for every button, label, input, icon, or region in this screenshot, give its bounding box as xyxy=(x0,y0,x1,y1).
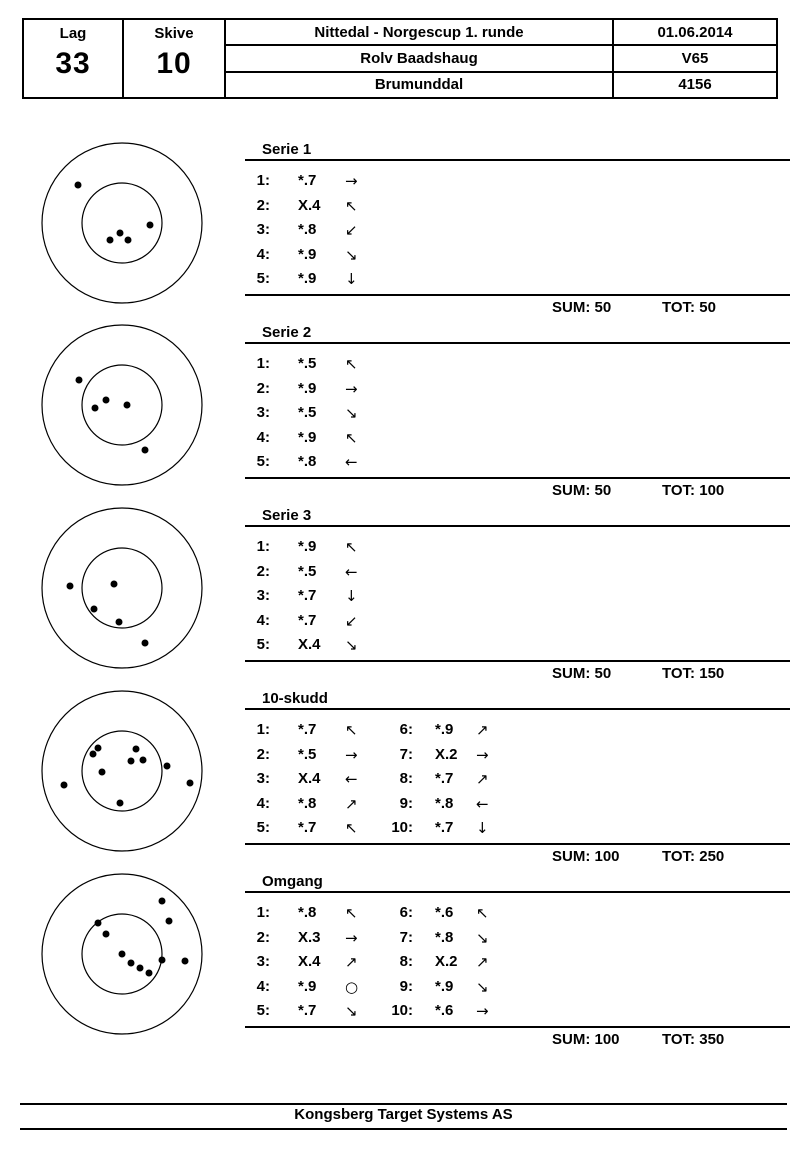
divider-line xyxy=(245,708,790,710)
shot-row xyxy=(250,976,795,1001)
shot-number: 4: xyxy=(256,794,270,812)
series-title: Omgang xyxy=(262,873,323,890)
shot-direction-arrow: ↗ xyxy=(345,953,358,972)
shot-value: *.6 xyxy=(435,904,454,921)
shooter-class: V65 xyxy=(614,46,776,72)
shot-direction-arrow: ↖ xyxy=(345,355,358,373)
header-middle-column xyxy=(226,20,612,97)
shot-value: *.5 xyxy=(298,404,317,422)
shot-direction-arrow: ↗ xyxy=(476,770,489,789)
shot-direction-arrow: → xyxy=(345,928,358,947)
skive-cell xyxy=(124,20,226,97)
shot-number: 2: xyxy=(256,379,270,397)
shot-number: 5: xyxy=(256,270,270,288)
shot-direction-arrow: ↖ xyxy=(345,428,358,447)
series-title: Serie 2 xyxy=(262,324,312,341)
shot-number: 5: xyxy=(256,819,270,837)
shot-direction-arrow: ↘ xyxy=(345,404,358,423)
shot-value: *.5 xyxy=(298,562,317,580)
shot-number: 8: xyxy=(399,770,413,788)
shot-direction-arrow: ↙ xyxy=(345,221,358,240)
shot-number: 6: xyxy=(399,721,413,738)
divider-line xyxy=(245,660,790,662)
shot-direction-arrow: ↘ xyxy=(476,977,489,996)
shot-value: X.4 xyxy=(298,636,321,654)
shot-value: *.9 xyxy=(298,538,317,555)
total-text: TOT: 250 xyxy=(662,848,725,865)
shot-number: 5: xyxy=(256,636,270,654)
shot-number: 5: xyxy=(256,1002,270,1020)
shot-direction-arrow: ↘ xyxy=(345,245,358,264)
shot-number: 2: xyxy=(256,928,270,946)
sum-text: SUM: 100 xyxy=(552,848,620,865)
shot-value: X.2 xyxy=(435,745,458,763)
shot-value: *.8 xyxy=(298,221,317,239)
series-title: Serie 3 xyxy=(262,507,312,524)
event-name: Nittedal - Norgescup 1. runde xyxy=(226,20,612,46)
shot-direction-arrow: ○ xyxy=(345,977,359,996)
shot-row xyxy=(250,817,795,842)
shot-value: *.9 xyxy=(298,977,317,995)
shot-number: 8: xyxy=(399,953,413,971)
shot-row xyxy=(250,610,795,635)
shot-number: 4: xyxy=(256,977,270,995)
shot-row xyxy=(250,170,795,195)
shot-value: *.5 xyxy=(298,745,317,763)
shot-value: *.7 xyxy=(298,721,317,738)
sum-text: SUM: 50 xyxy=(552,665,612,682)
shot-row xyxy=(250,927,795,952)
shot-row xyxy=(250,902,795,927)
lag-value: 33 xyxy=(55,47,91,80)
shot-value: *.6 xyxy=(435,1002,454,1020)
shot-number: 4: xyxy=(256,428,270,446)
divider-line xyxy=(245,843,790,845)
shot-value: *.7 xyxy=(298,611,317,629)
shot-value: *.9 xyxy=(298,379,317,397)
shot-list xyxy=(250,902,795,1025)
lag-cell xyxy=(24,20,124,97)
shot-value: *.9 xyxy=(298,428,317,446)
shot-direction-arrow: ↓ xyxy=(345,270,358,289)
shot-value: *.9 xyxy=(435,721,454,738)
divider-line xyxy=(245,342,790,344)
shot-direction-arrow: ← xyxy=(345,453,358,472)
footer-brand: Kongsberg Target Systems AS xyxy=(294,1106,513,1123)
shot-direction-arrow: ↗ xyxy=(345,794,358,813)
section-serie-3 xyxy=(0,506,800,689)
shot-number: 6: xyxy=(399,904,413,921)
shot-row xyxy=(250,561,795,586)
section-serie-2 xyxy=(0,323,800,506)
shot-number: 3: xyxy=(256,953,270,971)
footer-top-line xyxy=(20,1103,787,1105)
shot-direction-arrow: ↓ xyxy=(476,819,489,838)
shot-row xyxy=(250,402,795,427)
shot-number: 9: xyxy=(399,794,413,812)
shot-value: *.7 xyxy=(298,172,317,189)
shot-direction-arrow: ↘ xyxy=(476,928,489,947)
lag-label: Lag xyxy=(59,25,87,42)
total-text: TOT: 150 xyxy=(662,665,725,682)
shot-direction-arrow: ↖ xyxy=(345,538,358,556)
shot-direction-arrow: ↘ xyxy=(345,636,358,655)
shot-number: 4: xyxy=(256,245,270,263)
shot-number: 4: xyxy=(256,611,270,629)
section-serie-1 xyxy=(0,140,800,323)
divider-line xyxy=(245,159,790,161)
divider-line xyxy=(245,1026,790,1028)
series-title: 10-skudd xyxy=(262,690,328,707)
series-title: Serie 1 xyxy=(262,141,312,158)
shot-row xyxy=(250,378,795,403)
shot-direction-arrow: ↗ xyxy=(476,721,489,739)
shot-direction-arrow: ↘ xyxy=(345,1002,358,1021)
shot-number: 1: xyxy=(256,904,270,921)
shot-number: 1: xyxy=(256,172,270,189)
shot-number: 7: xyxy=(399,928,413,946)
shot-row xyxy=(250,451,795,476)
total-text: TOT: 50 xyxy=(662,299,716,316)
shooter-number: 4156 xyxy=(678,76,712,94)
shot-number: 10: xyxy=(391,819,413,837)
shot-number: 2: xyxy=(256,196,270,214)
shot-direction-arrow: ↗ xyxy=(476,953,489,972)
shot-value: *.7 xyxy=(298,587,317,605)
shot-direction-arrow: → xyxy=(345,745,358,764)
shot-direction-arrow: ← xyxy=(345,562,358,581)
shot-row xyxy=(250,951,795,976)
event-date: 01.06.2014 xyxy=(614,20,776,46)
shot-value: *.8 xyxy=(298,904,317,921)
shot-value: X.4 xyxy=(298,196,321,214)
shot-row xyxy=(250,219,795,244)
shot-direction-arrow: → xyxy=(476,745,489,764)
shot-value: *.9 xyxy=(435,977,454,995)
shot-row xyxy=(250,634,795,659)
shot-number: 10: xyxy=(391,1002,413,1020)
shot-value: *.8 xyxy=(435,794,454,812)
shot-direction-arrow: ← xyxy=(345,770,358,789)
shot-row xyxy=(250,427,795,452)
shot-direction-arrow: ↖ xyxy=(476,904,489,922)
shot-value: *.8 xyxy=(298,453,317,471)
shot-list xyxy=(250,170,795,293)
shot-number: 2: xyxy=(256,562,270,580)
shot-number: 9: xyxy=(399,977,413,995)
shot-value: *.9 xyxy=(298,245,317,263)
shot-direction-arrow: ← xyxy=(476,794,489,813)
shot-list xyxy=(250,536,795,659)
shot-number: 3: xyxy=(256,587,270,605)
shot-value: *.8 xyxy=(298,794,317,812)
shot-value: *.5 xyxy=(298,355,317,372)
shot-row xyxy=(250,793,795,818)
section-omgang xyxy=(0,872,800,1055)
shot-value: *.8 xyxy=(435,928,454,946)
shot-value: *.7 xyxy=(298,1002,317,1020)
shot-direction-arrow: ↖ xyxy=(345,904,358,922)
shot-number: 5: xyxy=(256,453,270,471)
shot-value: X.4 xyxy=(298,953,321,971)
sum-text: SUM: 100 xyxy=(552,1031,620,1048)
shot-number: 7: xyxy=(399,745,413,763)
shot-row xyxy=(250,536,795,561)
shot-direction-arrow: → xyxy=(345,172,358,190)
header-table xyxy=(22,18,778,99)
header-right-column xyxy=(612,20,776,97)
shot-number: 1: xyxy=(256,355,270,372)
shot-direction-arrow: → xyxy=(476,1002,489,1021)
shot-list xyxy=(250,353,795,476)
divider-line xyxy=(245,294,790,296)
shot-number: 3: xyxy=(256,221,270,239)
shot-number: 3: xyxy=(256,404,270,422)
skive-value: 10 xyxy=(156,47,192,80)
shot-number: 1: xyxy=(256,538,270,555)
shot-value: *.7 xyxy=(435,770,454,788)
shot-value: *.7 xyxy=(435,819,454,837)
shot-value: *.9 xyxy=(298,270,317,288)
shot-number: 1: xyxy=(256,721,270,738)
shot-row xyxy=(250,1000,795,1025)
footer-bottom-line xyxy=(20,1128,787,1130)
shot-row xyxy=(250,744,795,769)
shot-row xyxy=(250,195,795,220)
shot-row xyxy=(250,268,795,293)
sum-text: SUM: 50 xyxy=(552,299,612,316)
shot-list xyxy=(250,719,795,842)
shot-direction-arrow: ↖ xyxy=(345,721,358,739)
skive-label: Skive xyxy=(154,25,194,42)
divider-line xyxy=(245,891,790,893)
shot-row xyxy=(250,768,795,793)
shot-direction-arrow: ↓ xyxy=(345,587,358,606)
divider-line xyxy=(245,525,790,527)
shot-value: X.2 xyxy=(435,953,458,971)
shot-direction-arrow: ↖ xyxy=(345,819,358,838)
section-10-skudd xyxy=(0,689,800,872)
shot-row xyxy=(250,585,795,610)
shot-direction-arrow: ↙ xyxy=(345,611,358,630)
shot-value: *.7 xyxy=(298,819,317,837)
shooter-name: Rolv Baadshaug xyxy=(226,46,612,72)
shot-row xyxy=(250,353,795,378)
shot-direction-arrow: → xyxy=(345,379,358,398)
shot-number: 2: xyxy=(256,745,270,763)
club-name: Brumunddal xyxy=(374,76,464,94)
shot-row xyxy=(250,244,795,269)
shot-value: X.3 xyxy=(298,928,321,946)
sum-text: SUM: 50 xyxy=(552,482,612,499)
divider-line xyxy=(245,477,790,479)
shot-row xyxy=(250,719,795,744)
shot-direction-arrow: ↖ xyxy=(345,196,358,215)
total-text: TOT: 350 xyxy=(662,1031,725,1048)
shot-value: X.4 xyxy=(298,770,321,788)
shot-number: 3: xyxy=(256,770,270,788)
total-text: TOT: 100 xyxy=(662,482,725,499)
